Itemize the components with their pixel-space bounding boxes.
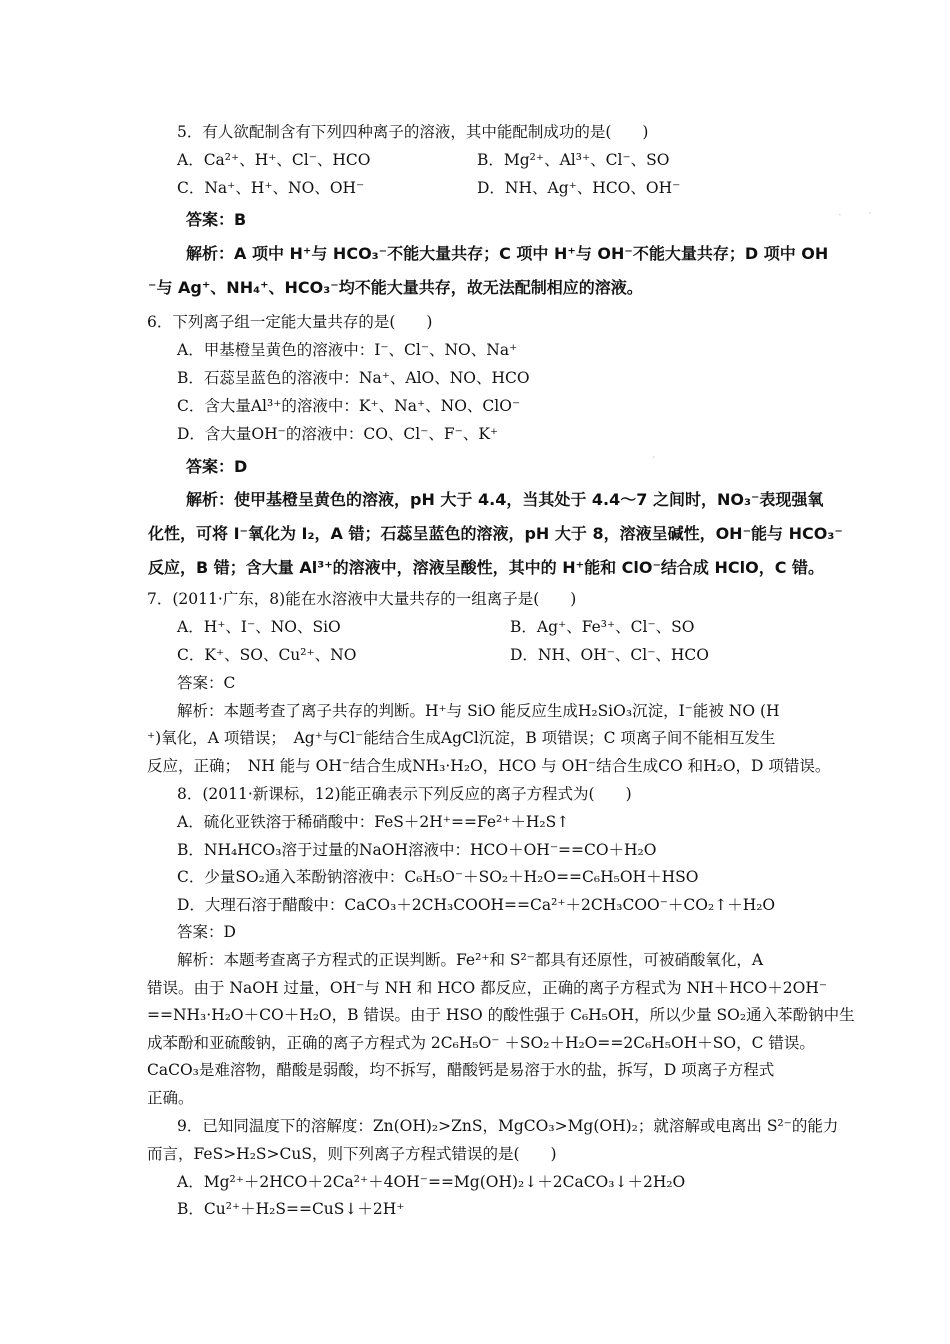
scan-speck: ·: [868, 206, 872, 220]
q8-option-b: B．NH₄HCO₃溶于过量的NaOH溶液中：HCO＋OH⁻==CO＋H₂O: [177, 841, 657, 859]
q7-explanation-line2: ⁺)氧化，A 项错误； Ag⁺与Cl⁻能结合生成AgCl沉淀，B 项错误；C 项离子间不能相互发生: [147, 729, 776, 747]
q8-explanation-line3: ==NH₃·H₂O＋CO＋H₂O，B 错误。由于 HSO 的酸性强于 C₆H₅OH，所以少量 SO₂通入苯酚钠中生: [147, 1006, 855, 1024]
q8-stem: 8．(2011·新课标，12)能正确表示下列反应的离子方程式为( ): [177, 785, 632, 803]
q8-explanation-line6: 正确。: [147, 1089, 194, 1107]
q8-option-d: D．大理石溶于醋酸中：CaCO₃＋2CH₃COOH==Ca²⁺＋2CH₃COO⁻＋CO₂↑＋H₂O: [177, 896, 776, 914]
q7-option-c: C．K⁺、SO、Cu²⁺、NO: [177, 646, 357, 664]
q8-option-a: A．硫化亚铁溶于稀硝酸中：FeS＋2H⁺==Fe²⁺＋H₂S↑: [177, 813, 570, 831]
q6-explanation-line1: 解析：使甲基橙呈黄色的溶液，pH 大于 4.4，当其处于 4.4～7 之间时，NO₃⁻表现强氧: [186, 490, 824, 509]
q5-option-d: D．NH、Ag⁺、HCO、OH⁻: [477, 179, 681, 197]
q7-option-b: B．Ag⁺、Fe³⁺、Cl⁻、SO: [510, 618, 695, 636]
q6-explanation-line3: 反应，B 错；含大量 Al³⁺的溶液中，溶液呈酸性，其中的 H⁺能和 ClO⁻结合成 HClO，C 错。: [148, 558, 825, 577]
q6-option-b: B．石蕊呈蓝色的溶液中：Na⁺、AlO、NO、HCO: [177, 369, 530, 387]
q6-option-d: D．含大量OH⁻的溶液中：CO、Cl⁻、F⁻、K⁺: [177, 425, 499, 443]
q7-answer: 答案：C: [177, 674, 236, 692]
q7-explanation-line3: 反应，正确； NH 能与 OH⁻结合生成NH₃·H₂O，HCO 与 OH⁻结合生成CO 和H₂O，D 项错误。: [147, 757, 831, 775]
q6-stem: 6．下列离子组一定能大量共存的是( ): [147, 313, 433, 331]
q9-option-a: A．Mg²⁺＋2HCO＋2Ca²⁺＋4OH⁻==Mg(OH)₂↓＋2CaCO₃↓＋2H₂O: [177, 1173, 686, 1191]
q8-option-c: C．少量SO₂通入苯酚钠溶液中：C₆H₅O⁻＋SO₂＋H₂O==C₆H₅OH＋HSO: [177, 868, 699, 886]
q8-answer: 答案：D: [177, 923, 236, 941]
q5-option-c: C．Na⁺、H⁺、NO、OH⁻: [177, 179, 365, 197]
q5-explanation-line1: 解析：A 项中 H⁺与 HCO₃⁻不能大量共存；C 项中 H⁺与 OH⁻不能大量共存；D 项中 OH: [186, 244, 829, 263]
q9-stem-line1: 9．已知同温度下的溶解度：Zn(OH)₂>ZnS，MgCO₃>Mg(OH)₂；就溶解或电离出 S²⁻的能力: [177, 1117, 839, 1135]
q5-answer: 答案：B: [186, 210, 247, 229]
q5-option-b: B．Mg²⁺、Al³⁺、Cl⁻、SO: [477, 151, 670, 169]
q8-explanation-line4: 成苯酚和亚硫酸钠，正确的离子方程式为 2C₆H₅O⁻ ＋SO₂＋H₂O==2C₆H₅OH＋SO，C 错误。: [147, 1034, 815, 1052]
q7-option-d: D．NH、OH⁻、Cl⁻、HCO: [510, 646, 709, 664]
q8-explanation-line5: CaCO₃是难溶物，醋酸是弱酸，均不拆写，醋酸钙是易溶于水的盐，拆写，D 项离子方程式: [147, 1061, 775, 1079]
scan-speck: ·: [838, 208, 842, 222]
q7-stem: 7．(2011·广东，8)能在水溶液中大量共存的一组离子是( ): [147, 590, 577, 608]
q9-stem-line2: 而言，FeS>H₂S>CuS，则下列离子方程式错误的是( ): [147, 1145, 557, 1163]
q6-answer: 答案：D: [186, 457, 248, 476]
q5-explanation-line2: ⁻与 Ag⁺、NH₄⁺、HCO₃⁻均不能大量共存，故无法配制相应的溶液。: [148, 278, 643, 297]
q6-explanation-line2: 化性，可将 I⁻氧化为 I₂，A 错；石蕊呈蓝色的溶液，pH 大于 8，溶液呈碱性，OH⁻能与 HCO₃⁻: [148, 524, 843, 543]
q9-option-b: B．Cu²⁺＋H₂S==CuS↓＋2H⁺: [177, 1200, 405, 1218]
q5-option-a: A．Ca²⁺、H⁺、Cl⁻、HCO: [177, 151, 371, 169]
q7-explanation-line1: 解析：本题考查了离子共存的判断。H⁺与 SiO 能反应生成H₂SiO₃沉淀，I⁻能被 NO (H: [177, 702, 780, 720]
q7-option-a: A．H⁺、I⁻、NO、SiO: [177, 618, 341, 636]
scan-speck: ˊ: [650, 455, 656, 469]
q8-explanation-line1: 解析：本题考查离子方程式的正误判断。Fe²⁺和 S²⁻都具有还原性，可被硝酸氧化，A: [177, 951, 764, 969]
q6-option-a: A．甲基橙呈黄色的溶液中：I⁻、Cl⁻、NO、Na⁺: [177, 341, 518, 359]
q8-explanation-line2: 错误。由于 NaOH 过量，OH⁻与 NH 和 HCO 都反应，正确的离子方程式为 NH＋HCO＋2OH⁻: [147, 979, 828, 997]
q6-option-c: C．含大量Al³⁺的溶液中：K⁺、Na⁺、NO、ClO⁻: [177, 397, 521, 415]
q5-stem: 5．有人欲配制含有下列四种离子的溶液，其中能配制成功的是( ): [177, 123, 649, 141]
